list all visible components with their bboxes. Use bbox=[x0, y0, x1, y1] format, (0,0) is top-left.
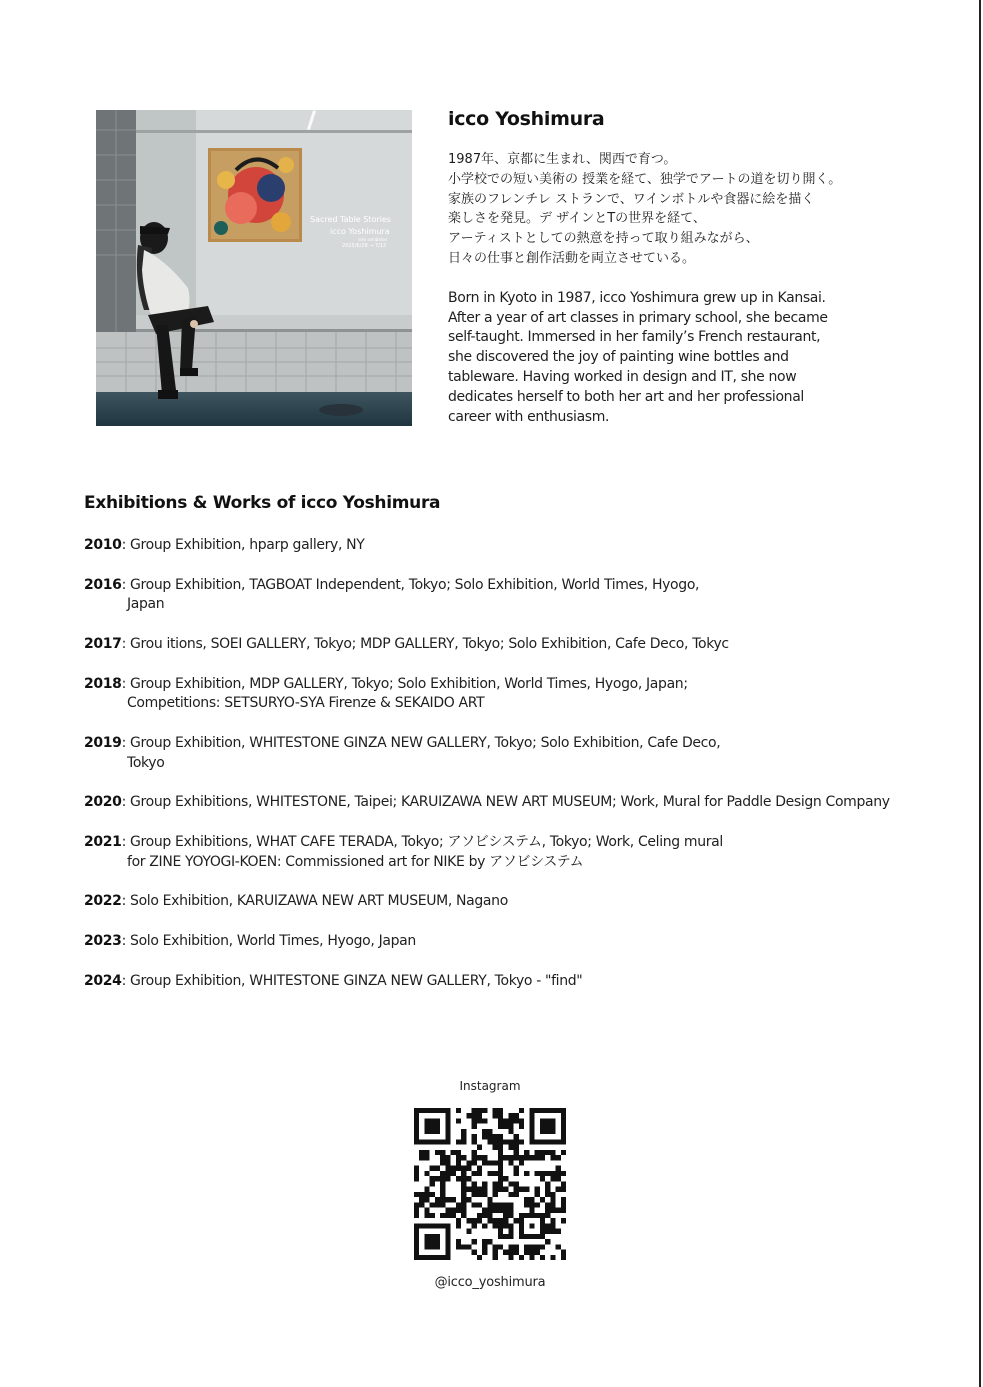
bio-english-line: self-taught. Immersed in her family’s French restaurant, bbox=[448, 329, 821, 346]
exhibition-entry bbox=[84, 675, 914, 715]
bio-japanese bbox=[448, 150, 918, 269]
artist-photo-image bbox=[96, 110, 412, 426]
qr-code-graphic bbox=[414, 1108, 566, 1260]
exhibitions-list bbox=[84, 536, 914, 991]
exhibition-text: : Group Exhibition, WHITESTONE GINZA NEW GALLERY, Tokyo - "find" bbox=[121, 972, 583, 989]
exhibition-line bbox=[84, 576, 914, 596]
exhibition-entry bbox=[84, 793, 914, 813]
exhibition-text: : Grou itions, SOEI GALLERY, Tokyo; MDP GALLERY, Tokyo; Solo Exhibition, Cafe Deco, Tokyc bbox=[121, 635, 729, 652]
bio-japanese-line: 日々の仕事と創作活動を両立させている。 bbox=[448, 250, 696, 266]
exhibition-entry bbox=[84, 932, 914, 952]
exhibition-line bbox=[84, 932, 914, 952]
exhibition-text: Tokyo bbox=[127, 754, 165, 771]
exhibition-line bbox=[84, 754, 914, 774]
bio-japanese-line: アーティストとしての熱意を持って取り組みながら、 bbox=[448, 231, 759, 247]
bio-english-line: career with enthusiasm. bbox=[448, 408, 610, 425]
exhibition-entry bbox=[84, 833, 914, 873]
artist-photo bbox=[96, 110, 412, 426]
instagram-handle[interactable]: @icco_yoshimura bbox=[434, 1275, 546, 1290]
exhibition-line bbox=[84, 536, 914, 556]
exhibition-year: 2020 bbox=[84, 794, 122, 811]
exhibition-line bbox=[84, 833, 914, 853]
exhibition-text: Japan bbox=[127, 596, 165, 613]
exhibition-year: 2018 bbox=[84, 675, 122, 692]
exhibition-line bbox=[84, 635, 914, 655]
exhibition-entry bbox=[84, 734, 914, 774]
exhibition-year: 2010 bbox=[84, 537, 122, 553]
exhibition-text: : Group Exhibitions, WHITESTONE, Taipei; KARUIZAWA NEW ART MUSEUM; Work, Mural for Paddle Design Company bbox=[121, 794, 890, 811]
exhibition-line bbox=[84, 694, 914, 714]
exhibition-title-text: Sacred Table Stories bbox=[310, 215, 391, 224]
exhibition-year: 2023 bbox=[84, 932, 122, 949]
exhibition-line bbox=[84, 734, 914, 754]
bio-english-line: After a year of art classes in primary school, she became bbox=[448, 309, 828, 326]
exhibition-year: 2024 bbox=[84, 972, 122, 989]
exhibition-text: Competitions: SETSURYO-SYA Firenze & SEKAIDO ART bbox=[127, 695, 485, 712]
exhibition-line bbox=[84, 853, 914, 873]
exhibition-text: : Solo Exhibition, KARUIZAWA NEW ART MUSEUM, Nagano bbox=[121, 893, 508, 910]
exhibition-line bbox=[84, 793, 914, 813]
bio-japanese-line: 楽しさを発見。デ ザインとTの世界を経て、 bbox=[448, 211, 706, 227]
exhibition-text: : Group Exhibition, TAGBOAT Independent, Tokyo; Solo Exhibition, World Times, Hyogo, bbox=[121, 576, 700, 593]
exhibitions-section bbox=[84, 493, 914, 1011]
exhibition-text: : Group Exhibition, WHITESTONE GINZA NEW GALLERY, Tokyo; Solo Exhibition, Cafe Deco, bbox=[121, 734, 721, 751]
exhibition-entry bbox=[84, 536, 914, 556]
exhibition-year: 2019 bbox=[84, 734, 122, 751]
exhibition-entry bbox=[84, 576, 914, 616]
exhibition-line bbox=[84, 675, 914, 695]
bio-japanese-line: 家族のフレンチレ ストランで、ワインボトルや食器に絵を描く bbox=[448, 191, 815, 207]
exhibition-artist-text: icco Yoshimura bbox=[330, 227, 390, 236]
bio-english-line: dedicates herself to both her art and her professional bbox=[448, 388, 804, 405]
exhibition-text: : Group Exhibition, MDP GALLERY, Tokyo; Solo Exhibition, World Times, Hyogo, Japan; bbox=[121, 675, 688, 692]
bio-english-line: she discovered the joy of painting wine bottles and bbox=[448, 349, 789, 366]
artist-name: icco Yoshimura bbox=[448, 108, 605, 130]
page-edge-line bbox=[979, 0, 981, 1387]
exhibition-entry bbox=[84, 635, 914, 655]
exhibition-entry bbox=[84, 972, 914, 992]
bio-english-line: Born in Kyoto in 1987, icco Yoshimura grew up in Kansai. bbox=[448, 289, 826, 306]
exhibition-text: : Group Exhibition, hparp gallery, NY bbox=[121, 537, 365, 553]
exhibition-line bbox=[84, 972, 914, 992]
exhibition-dates-text: 2025/6/28 → 7/12 bbox=[342, 243, 387, 249]
bio-japanese-line: 小学校での短い美術の 授業を経て、独学でアートの道を切り開く。 bbox=[448, 171, 842, 187]
exhibition-year: 2017 bbox=[84, 635, 122, 652]
exhibition-text: : Group Exhibitions, WHAT CAFE TERADA, Tokyo; アソビシステム, Tokyo; Work, Celing mural bbox=[121, 833, 723, 850]
exhibition-year: 2021 bbox=[84, 833, 122, 850]
bio-english-line: tableware. Having worked in design and IT, she now bbox=[448, 368, 797, 385]
exhibition-text: for ZINE YOYOGI-KOEN: Commissioned art for NIKE by アソビシステム bbox=[127, 853, 584, 870]
exhibition-line bbox=[84, 595, 914, 615]
artist-bio bbox=[448, 108, 918, 427]
instagram-label: Instagram bbox=[459, 1079, 521, 1093]
exhibition-entry bbox=[84, 892, 914, 912]
exhibition-line bbox=[84, 892, 914, 912]
exhibition-text: : Solo Exhibition, World Times, Hyogo, Japan bbox=[121, 932, 416, 949]
exhibition-year: 2022 bbox=[84, 893, 122, 910]
qr-code-icon[interactable] bbox=[414, 1108, 566, 1260]
bio-english bbox=[448, 289, 918, 428]
bio-japanese-line: 1987年、京都に生まれ、関西で育つ。 bbox=[448, 152, 677, 167]
exhibition-year: 2016 bbox=[84, 576, 122, 593]
exhibition-sub-text: solo exhibition bbox=[358, 237, 388, 242]
exhibitions-title: Exhibitions & Works of icco Yoshimura bbox=[84, 493, 441, 513]
